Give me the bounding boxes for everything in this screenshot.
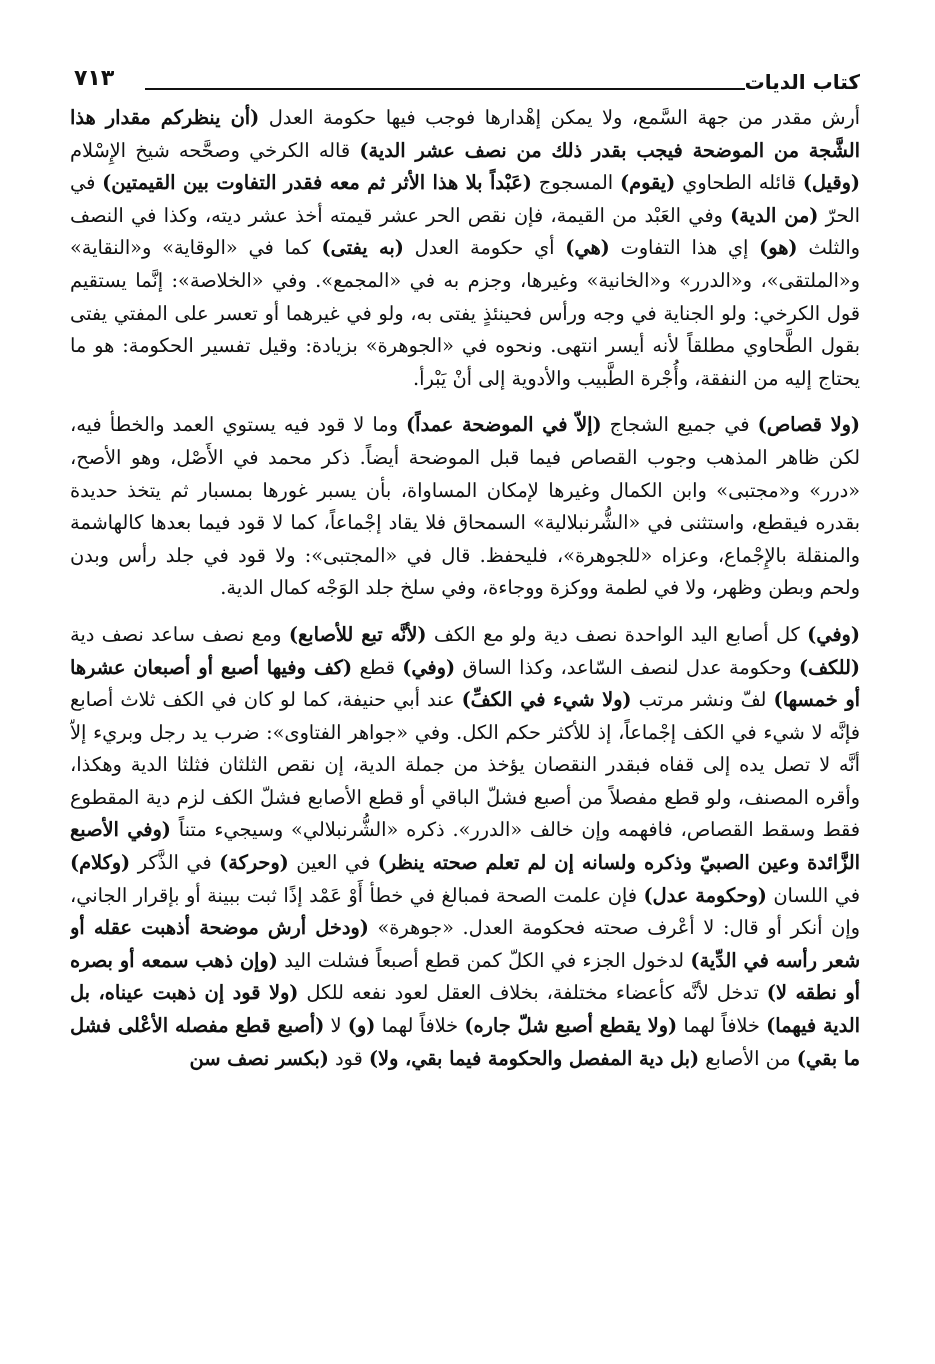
- matn-text: (وإن ذهب سمعه أو بصره أو نطقه لا): [70, 948, 860, 1005]
- commentary-text: وفي العَبْد من القيمة، فإن نقص الحر عشر قيمته أخذ عشر ديته، وكذا في النصف والثلث: [70, 203, 860, 260]
- commentary-text: قائله الطحاوي: [675, 171, 803, 195]
- matn-text: (ودخل أرش موضحة أذهبت عقله أو شعر رأسه في الدِّية): [70, 916, 860, 972]
- matn-text: (وفي الأصبع الزَّائدة وعين الصبيّ وذكره ولسانه إن لم تعلم صحته ينظر): [70, 818, 860, 875]
- book-page: [70, 62, 860, 1342]
- commentary-text: من الأصابع: [699, 1046, 797, 1070]
- commentary-text: لفّ ونشر مرتب: [631, 688, 774, 712]
- commentary-text: كل أصابع اليد الواحدة نصف دية ولو مع الكف: [426, 622, 808, 646]
- matn-text: (لأنَّه تبع للأصابع): [288, 622, 427, 646]
- matn-text: (هو): [759, 236, 798, 260]
- matn-text: (و): [347, 1014, 376, 1038]
- matn-text: (أن ينظركم مقدار هذا الشَّجة من الموضحة فيجب بقدر ذلك من نصف عشر الدية): [70, 106, 860, 162]
- running-header: [70, 62, 860, 102]
- commentary-text: خلافاً لهما: [375, 1014, 465, 1038]
- matn-text: (أصبع قطع مفصله الأعْلى فشل ما بقي): [70, 1014, 860, 1070]
- commentary-text: وما لا قود فيه يستوي العمد والخطأ فيه، لكن ظاهر المذهب وجوب القصاص فيما قبل الموضحة أيضاً. ذكر محمد في الأَصْل، وهو الأصح، «درر» و«مجتبى» وابن الكمال وغيرها لإمكان المساواة، بأن يسبر غورها بمسبار ثم يتخذ حديدة بقدره فيقطع، واستثنى في «الشُّرنبلالية» السمحاق فلا يقاد إجْماعاً، كما لا قود فيما بعدها كالهاشمة والمنقلة بالإِجْماع، وعزاه «للجوهرة»، فليحفظ. قال في «المجتبى»: ولا قود في جلد رأس وبدن ولحم وبطن وظهر، ولا في لطمة ووكزة ووجاءة، وفي سلخ جلد الوَجْه كمال الدية.: [70, 413, 860, 600]
- commentary-text: ومع نصف ساعد نصف دية: [70, 622, 289, 646]
- matn-text: (ولا يقطع أصبع شلّ جاره): [464, 1014, 678, 1038]
- matn-text: (هي): [565, 236, 610, 260]
- matn-text: (وحكومة عدل): [643, 883, 767, 907]
- matn-text: (كف وفيها أصبع أو أصبعان عشرها أو خمسها): [70, 655, 860, 712]
- commentary-text: في جميع الشجاج: [601, 413, 758, 437]
- commentary-text: فإن علمت الصحة فمبالغ في خطأ أَوْ عَمْد إذًا ثبت ببينة أو بإقرار الجاني، وإن أنكر أو قال: لا أعْرف صحته فحكومة العدل. «جوهرة»: [70, 883, 860, 940]
- matn-text: (ولا قود إن ذهبت عيناه، بل الدية فيهما): [70, 981, 860, 1038]
- commentary-text: في الذَّكر: [130, 851, 220, 875]
- matn-text: (يقوم): [620, 171, 676, 195]
- commentary-text: المسجوج: [531, 171, 621, 195]
- commentary-text: تدخل لأنَّه كأعضاء مختلفة، بخلاف العقل لعود نفعه للكل: [298, 981, 767, 1005]
- matn-text: (ولا شيء في الكفِّ): [461, 688, 632, 712]
- commentary-text: عند أبي حنيفة، كما لو كان في الكف ثلاث أصابع فإنَّه لا شيء في الكف إجْماعاً، إذ للأكثر حكم الكل. وفي «جواهر الفتاوى»: ضرب يد رجل وبريء إلاّ أنَّه لا تصل يده إلى قفاه فبقدر النقصان يؤخذ من جملة الدية، إن نقص الثلثان فثلثا الدية وهكذا، وأقره المصنف، ولو قطع مفصلاً من أصبع فشلّ الباقي أو قطع الأصابع فشلّ الكف لزم دية المقطوع فقط وسقط القصاص، فافهمه وإن خالف «الدرر». ذكره «الشُّرنبلالي» وسيجيء متناً: [70, 688, 860, 842]
- commentary-text: لا: [324, 1014, 348, 1038]
- matn-text: (ولا قصاص): [757, 413, 860, 437]
- matn-text: (للكف): [798, 655, 860, 679]
- paragraph: [70, 102, 860, 395]
- matn-text: (إلاّ في الموضحة عمداً): [406, 413, 602, 437]
- commentary-text: وحكومة عدل لنصف السّاعد، وكذا الساق: [455, 655, 799, 679]
- commentary-text: في العين: [288, 851, 378, 875]
- matn-text: (وفي): [807, 622, 860, 646]
- matn-text: (من الدية): [730, 203, 819, 227]
- matn-text: (عَبْداً بلا هذا الأثر ثم معه فقدر التفاوت بين القيمتين): [102, 171, 532, 195]
- commentary-text: كما في «الوقاية» و«النقاية» و«الملتقى»، و«الدرر» و«الخانية» وغيرها، وجزم به في «المجمع». وفي «الخلاصة»: إنَّما يستقيم قول الكرخي: ولو الجناية في وجه ورأس فحينئذٍ يفتى به، ولو في غيرهما أو تعسر على المفتي يفتى بقول الطَّحاوي مطلقاً لأنه أيسر انتهى. ونحوه في «الجوهرة» بزيادة: وقيل تفسير الحكومة: هو ما يحتاج إليه من النفقة، وأُجْرة الطَّبيب والأدوية إلى أنْ يَبْرأ.: [70, 236, 860, 390]
- matn-text: (وحركة): [219, 851, 289, 875]
- body-text: [70, 102, 860, 1075]
- paragraph: [70, 409, 860, 605]
- chapter-title: كتاب الديات: [744, 70, 860, 94]
- matn-text: (وفي): [402, 655, 456, 679]
- commentary-text: لدخول الجزء في الكلّ كمن قطع أصبعاً فشلت اليد: [277, 948, 691, 972]
- page-number: ٧١٣: [74, 66, 115, 91]
- matn-text: (بكسر نصف سن: [189, 1046, 329, 1070]
- commentary-text: في اللسان: [766, 883, 860, 907]
- commentary-text: قود: [328, 1046, 369, 1070]
- commentary-text: خلافاً لهما: [677, 1014, 767, 1038]
- matn-text: (بل دية المفصل والحكومة فيما بقي، ولا): [368, 1046, 700, 1070]
- commentary-text: إي هذا التفاوت: [609, 236, 760, 260]
- commentary-text: أي حكومة العدل: [403, 236, 566, 260]
- commentary-text: في الحرّ: [70, 171, 860, 227]
- commentary-text: قطع: [352, 655, 403, 679]
- header-rule: [145, 88, 745, 90]
- paragraph: [70, 619, 860, 1075]
- matn-text: (وكلام): [70, 851, 131, 875]
- commentary-text: قاله الكرخي وصحَّحه شيخ الإِسْلام: [70, 138, 360, 162]
- matn-text: (به يفتى): [321, 236, 404, 260]
- matn-text: (وقيل): [802, 171, 860, 195]
- commentary-text: أرش مقدر من جهة السَّمع، ولا يمكن إهْدارها فوجب فيها حكومة العدل: [259, 106, 860, 129]
